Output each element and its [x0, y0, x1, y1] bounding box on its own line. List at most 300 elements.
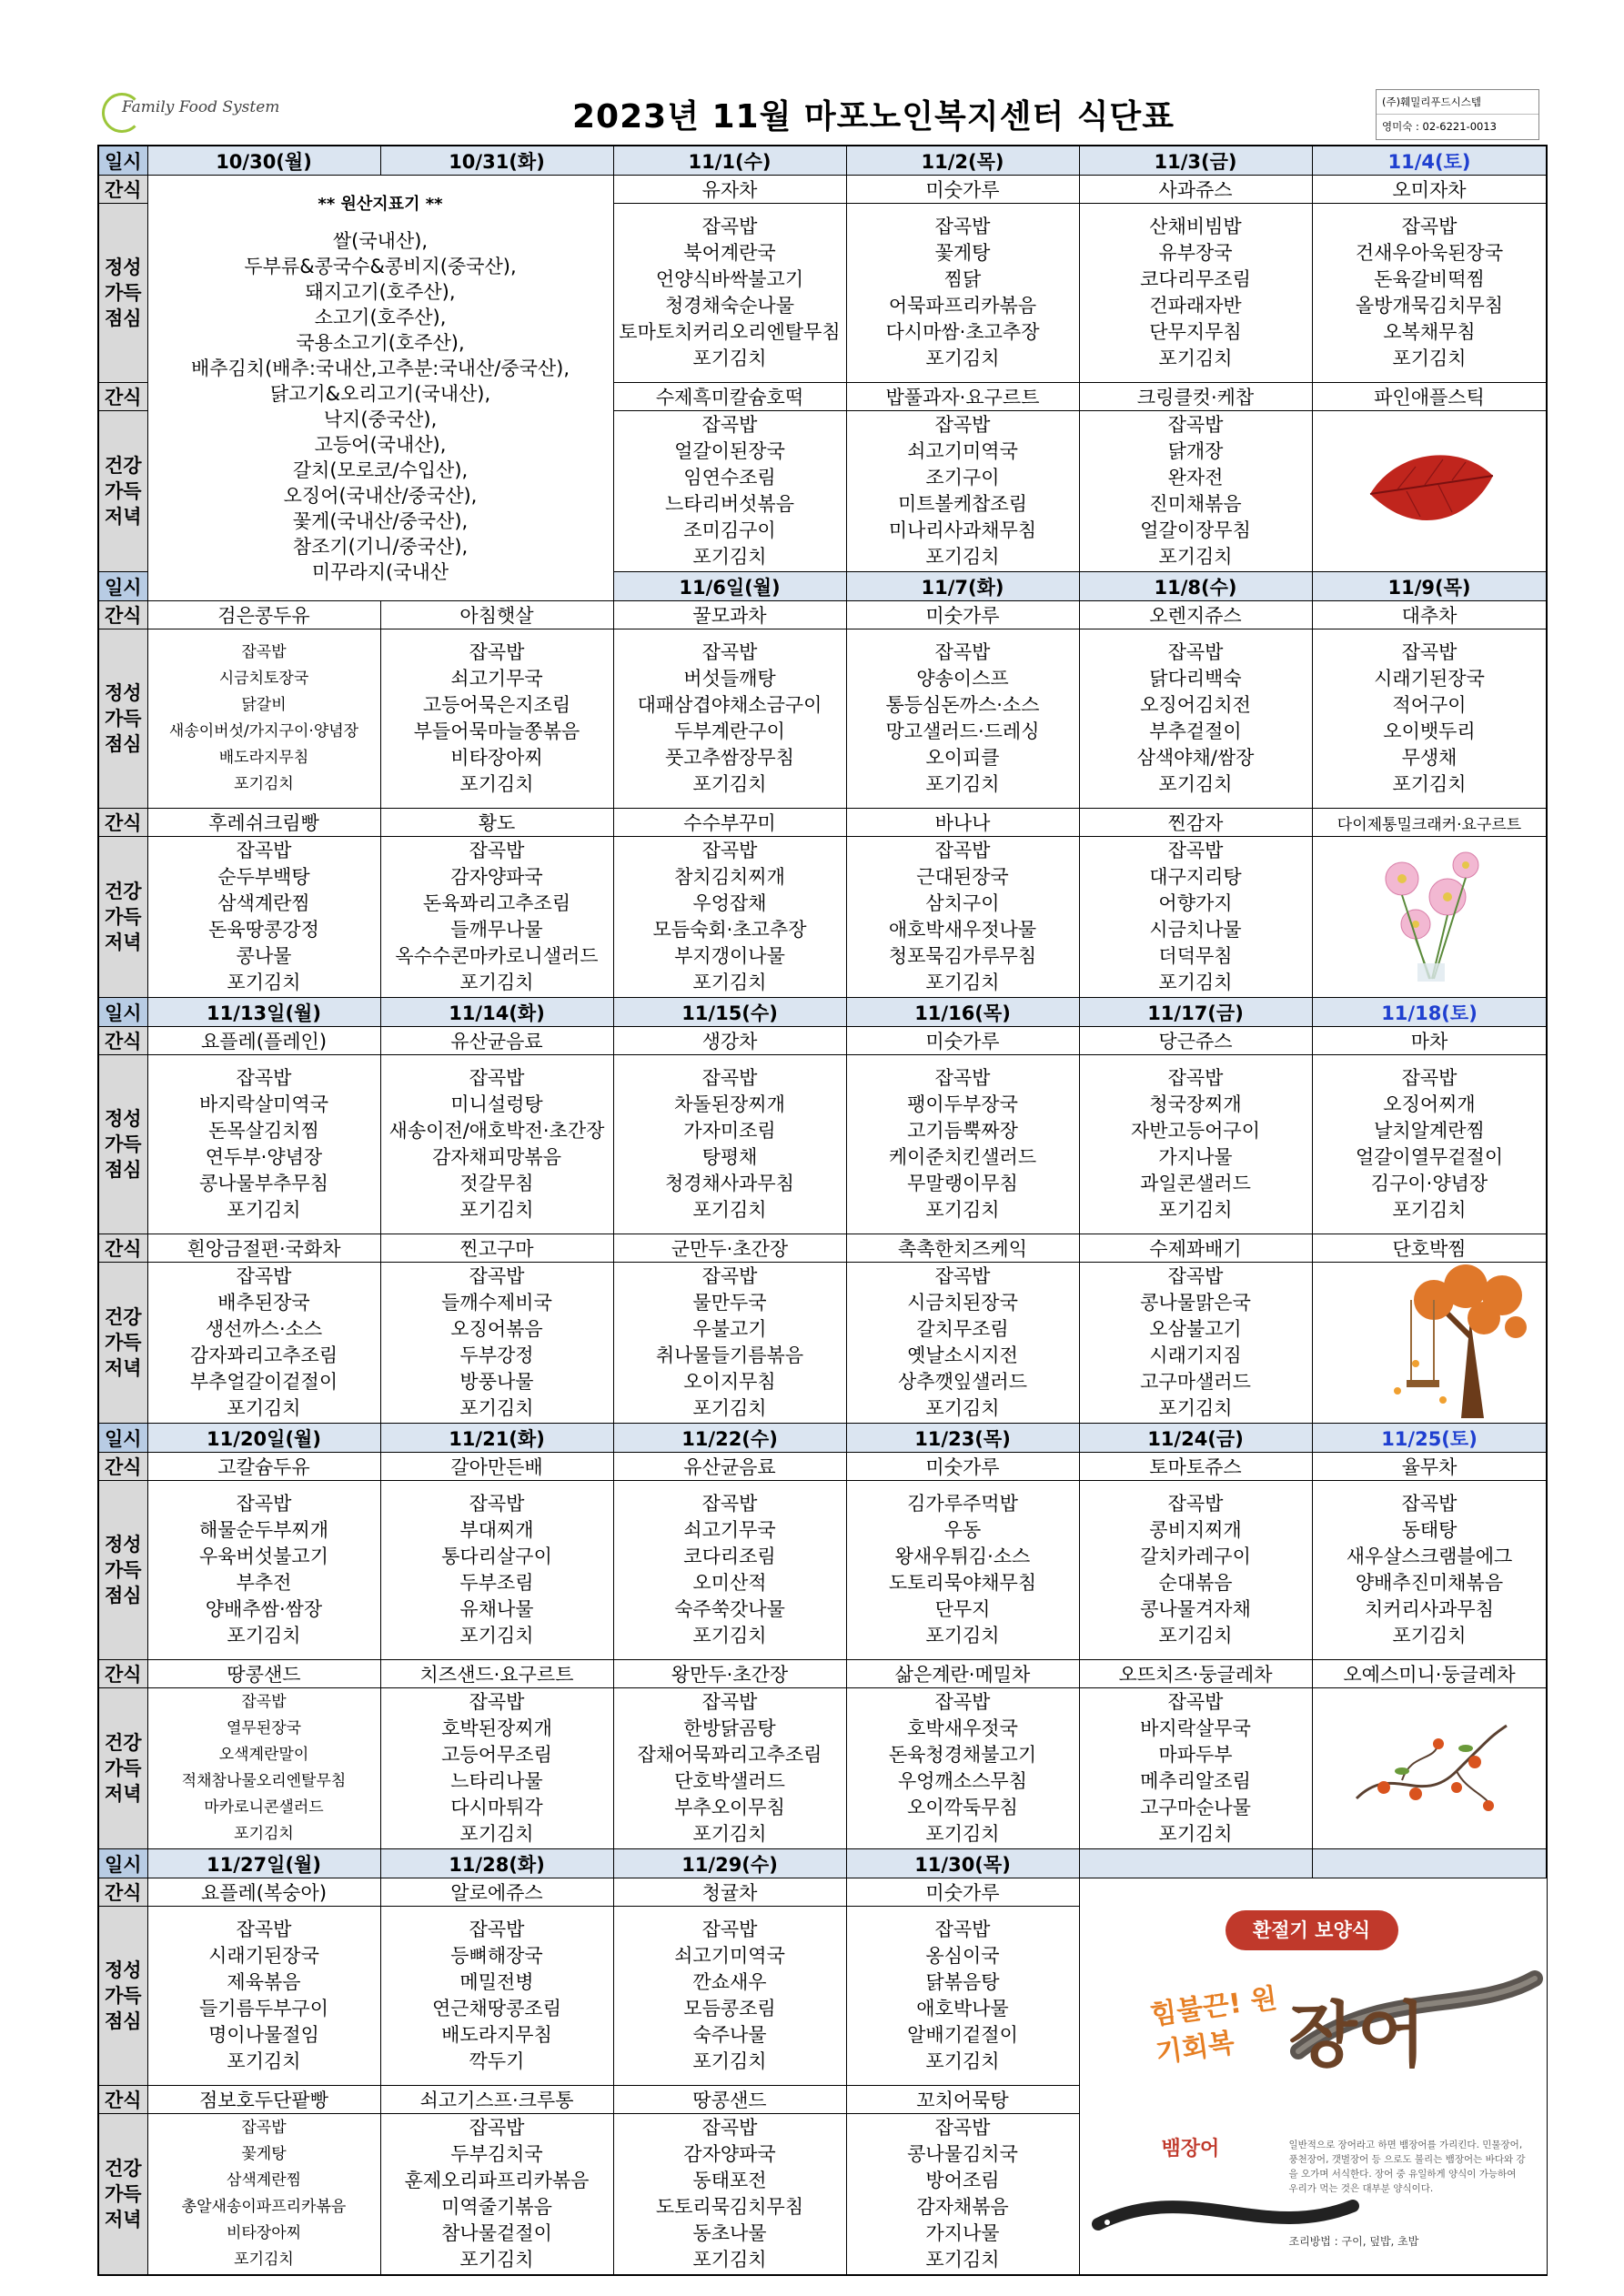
menu-item: 도토리묵야채무침: [888, 1572, 1037, 1594]
snack-cell: 알로에쥬스: [380, 1878, 613, 1907]
date-cell: 11/15(수): [613, 998, 846, 1027]
origin-notice-line: 소고기(호주산),: [314, 306, 447, 328]
menu-item: 콩나물: [236, 945, 292, 967]
menu-item: 단무지무침: [1149, 321, 1242, 343]
snack-cell: 땅콩샌드: [147, 1660, 380, 1688]
menu-item: 상추깻잎샐러드: [897, 1371, 1027, 1393]
promo-eel-name: 뱀장어: [1161, 2138, 1220, 2160]
lunch-row: [98, 1055, 1547, 1234]
snack-cell: 꿀모과차: [613, 601, 846, 629]
snack-cell: 오예스미니·둥글레차: [1312, 1660, 1547, 1688]
menu-item: 생선까스·소스: [205, 1318, 323, 1340]
menu-item: 감자꽈리고추조림: [189, 1344, 338, 1366]
snack-cell: 군만두·초간장: [613, 1234, 846, 1263]
snack-cell: 밥풀과자·요구르트: [846, 383, 1079, 411]
menu-item: 고구마샐러드: [1140, 1371, 1251, 1393]
menu-item: 시래기지짐: [1149, 1344, 1242, 1366]
menu-list: [1080, 1065, 1312, 1224]
menu-item: 삼색야채/쌈장: [1136, 747, 1255, 769]
menu-item: 잡곡밥: [1167, 840, 1224, 861]
menu-list: [1313, 1065, 1547, 1224]
label-line: 가득: [104, 1757, 142, 1779]
promo-card: [1080, 1878, 1547, 2274]
menu-list: [614, 639, 846, 798]
menu-item: 돈목살김치찜: [208, 1120, 319, 1142]
menu-item: 포기김치: [1158, 1397, 1233, 1419]
menu-item: 포기김치: [234, 775, 294, 793]
lunch-label: [98, 1481, 147, 1660]
menu-item: 동태포전: [692, 2170, 767, 2191]
menu-item: 포기김치: [1158, 1199, 1233, 1221]
origin-notice-line: 국용소고기(호주산),: [296, 331, 465, 354]
menu-item: 포기김치: [692, 1199, 767, 1221]
dinner-cell: [147, 837, 380, 998]
snack-cell: 다이제통밀크래커·요구르트: [1312, 809, 1547, 837]
snack-row: [98, 1027, 1547, 1055]
menu-item: 들깨수제비국: [441, 1292, 552, 1314]
menu-item: 버섯들깨탕: [683, 668, 776, 690]
lunch-cell: [1079, 1055, 1312, 1234]
snack-cell: 갈아만든배: [380, 1453, 613, 1481]
label-line: 점심: [104, 307, 142, 329]
menu-item: 옹심이국: [925, 1945, 1000, 1967]
lunch-cell: [613, 1907, 846, 2086]
dinner-cell: [1079, 411, 1312, 572]
menu-item: 쇠고기무국: [683, 1519, 776, 1541]
menu-item: 잡곡밥: [241, 2119, 287, 2137]
menu-item: 코다리무조림: [1140, 268, 1251, 290]
date-cell: 11/22(수): [613, 1424, 846, 1453]
menu-item: 부추전: [236, 1572, 292, 1594]
menu-list: [847, 1689, 1079, 1848]
menu-item: 청포묵김가루무침: [888, 945, 1037, 967]
snack-cell: 황도: [380, 809, 613, 837]
menu-item: 잡곡밥: [236, 1918, 292, 1940]
date-row: [98, 1424, 1547, 1453]
menu-item: 잡곡밥: [236, 1265, 292, 1287]
dinner-cell: [846, 837, 1079, 998]
menu-item: 포기김치: [1158, 972, 1233, 993]
date-cell: 11/7(화): [846, 572, 1079, 601]
origin-notice-line: 참조기(기니/중국산),: [292, 535, 469, 558]
dinner-cell: [613, 837, 846, 998]
menu-item: 포기김치: [1158, 1823, 1233, 1845]
menu-item: 마파두부: [1158, 1744, 1233, 1766]
origin-notice-line: 배추김치(배추:국내산,고추분:국내산/중국산),: [190, 357, 570, 379]
menu-item: 고등어묵은지조림: [422, 694, 571, 716]
snack-label: 간식: [98, 1453, 147, 1481]
snack-cell: 파인애플스틱: [1312, 383, 1547, 411]
menu-item: 잡곡밥: [469, 840, 525, 861]
label-line: 건강: [104, 2158, 142, 2180]
menu-item: 잡곡밥: [1401, 216, 1458, 237]
menu-item: 우불고기: [692, 1318, 767, 1340]
menu-item: 언양식바싹불고기: [655, 268, 804, 290]
snack-cell: 미숫가루: [846, 176, 1079, 204]
date-cell: 11/25(토): [1312, 1424, 1547, 1453]
menu-item: 훈제오리파프리카볶음: [404, 2170, 590, 2191]
dinner-cell: [613, 1688, 846, 1849]
menu-item: 날치알계란찜: [1374, 1120, 1485, 1142]
menu-item: 등뼈해장국: [450, 1945, 543, 1967]
menu-item: 감자양파국: [683, 2143, 776, 2165]
lunch-cell: [147, 1055, 380, 1234]
menu-item: 잡곡밥: [701, 1493, 758, 1515]
label-line: 가득: [104, 906, 142, 928]
origin-notice-line: 꽃게(국내산/중국산),: [292, 509, 469, 532]
lunch-cell: [1079, 629, 1312, 809]
menu-item: 모듬콩조림: [683, 1998, 776, 2019]
menu-item: 삼색계란찜: [226, 2171, 302, 2190]
menu-item: 조미김구이: [683, 519, 776, 541]
menu-item: 감자양파국: [450, 866, 543, 888]
lunch-cell: [613, 204, 846, 383]
menu-item: 오이깍둑무침: [907, 1797, 1018, 1818]
menu-item: 들기름두부구이: [198, 1998, 328, 2019]
menu-list: [381, 1917, 613, 2075]
snack-cell: 당근쥬스: [1079, 1027, 1312, 1055]
menu-item: 부지갱이나물: [674, 945, 785, 967]
menu-list: [148, 1491, 380, 1649]
promo-eel-image: [1079, 1878, 1547, 2276]
date-cell: [1079, 1849, 1312, 1878]
menu-item: 잡곡밥: [469, 1067, 525, 1089]
menu-item: 포기김치: [1392, 1199, 1467, 1221]
origin-notice-title: ** 원산지표기 **: [318, 194, 443, 214]
label-line: 가득: [104, 1559, 142, 1581]
snack-cell: 치즈샌드·요구르트: [380, 1660, 613, 1688]
menu-item: 숙주나물: [692, 2024, 767, 2046]
menu-item: 양배추진미채볶음: [1355, 1572, 1504, 1594]
lunch-cell: [846, 204, 1079, 383]
menu-item: 얼갈이된장국: [674, 440, 785, 462]
menu-item: 포기김치: [925, 546, 1000, 568]
menu-item: 오이피클: [925, 747, 1000, 769]
date-cell: 11/14(화): [380, 998, 613, 1027]
menu-item: 제육볶음: [227, 1971, 301, 1993]
lunch-cell: [846, 1907, 1079, 2086]
menu-item: 애호박새우젓나물: [888, 919, 1037, 941]
menu-item: 해물순두부찌개: [198, 1519, 328, 1541]
menu-item: 무생채: [1401, 747, 1458, 769]
menu-item: 잡곡밥: [934, 641, 991, 663]
date-label: 일시: [98, 998, 147, 1027]
date-cell: 11/4(토): [1312, 146, 1547, 176]
menu-item: 포기김치: [692, 1625, 767, 1646]
snack-label: 간식: [98, 176, 147, 204]
origin-notice-line: 오징어(국내산/중국산),: [283, 484, 478, 507]
menu-list: [847, 1491, 1079, 1649]
menu-item: 유채나물: [459, 1598, 534, 1620]
dinner-cell: [1079, 1688, 1312, 1849]
menu-list: [847, 1264, 1079, 1422]
snack-cell: 요플레(복숭아): [147, 1878, 380, 1907]
menu-list: [847, 1917, 1079, 2075]
lunch-cell: [147, 1481, 380, 1660]
snack-label: 간식: [98, 1660, 147, 1688]
menu-item: 근대된장국: [916, 866, 1009, 888]
menu-list: [148, 2115, 380, 2273]
lunch-label: [98, 1055, 147, 1234]
menu-item: 과일콘샐러드: [1140, 1173, 1251, 1194]
dinner-cell: [380, 1688, 613, 1849]
menu-item: 두부김치국: [450, 2143, 543, 2165]
menu-item: 포기김치: [925, 773, 1000, 795]
menu-item: 미나리사과채무침: [888, 519, 1037, 541]
dinner-cell: [147, 1263, 380, 1424]
dinner-row: [98, 1688, 1547, 1849]
dinner-cell: [380, 2114, 613, 2276]
menu-item: 잡곡밥: [934, 840, 991, 861]
menu-list: [614, 1917, 846, 2075]
origin-notice-line: 쌀(국내산),: [332, 229, 429, 252]
red-leaf-image: [1312, 411, 1547, 572]
snack-row: [98, 1660, 1547, 1688]
menu-list: [381, 1491, 613, 1649]
menu-item: 토마토치커리오리엔탈무침: [619, 321, 841, 343]
menu-item: 숙주쑥갓나물: [674, 1598, 785, 1620]
label-line: 가득: [104, 282, 142, 304]
menu-item: 배도라지무침: [218, 749, 309, 767]
menu-item: 통다리살구이: [441, 1546, 552, 1567]
menu-item: 감자채피망볶음: [431, 1146, 561, 1168]
origin-notice-line: 낙지(중국산),: [323, 408, 438, 430]
lunch-cell: [1312, 1481, 1547, 1660]
dinner-cell: [846, 411, 1079, 572]
snack-cell: 수수부꾸미: [613, 809, 846, 837]
dinner-cell: [147, 2114, 380, 2276]
label-line: 저녁: [104, 506, 142, 528]
lunch-label: [98, 629, 147, 809]
snack-cell: 흰앙금절편·국화차: [147, 1234, 380, 1263]
snack-label: 간식: [98, 601, 147, 629]
menu-item: 닭갈비: [241, 696, 287, 714]
menu-item: 얼갈이열무겉절이: [1355, 1146, 1504, 1168]
menu-item: 자반고등어구이: [1130, 1120, 1260, 1142]
company-box: [1376, 89, 1539, 140]
date-cell: 11/9(목): [1312, 572, 1547, 601]
menu-item: 잡곡밥: [934, 414, 991, 436]
menu-item: 진미채볶음: [1149, 493, 1242, 515]
menu-item: 적어구이: [1392, 694, 1467, 716]
menu-item: 잡곡밥: [1167, 1265, 1224, 1287]
menu-item: 고기듬뿍짜장: [907, 1120, 1018, 1142]
snack-row: [98, 601, 1547, 629]
persimmon-branch-image: [1312, 1688, 1547, 1849]
promo-heading: 장어: [1288, 1994, 1427, 2077]
menu-item: 잡곡밥: [1167, 1493, 1224, 1515]
origin-notice: [147, 176, 613, 601]
menu-item: 차돌된장찌개: [674, 1093, 785, 1115]
menu-list: [1080, 412, 1312, 570]
snack-label: 간식: [98, 2086, 147, 2114]
menu-item: 포기김치: [459, 1823, 534, 1845]
menu-item: 새송이버섯/가지구이·양념장: [168, 722, 359, 740]
menu-item: 총알새송이파프리카볶음: [181, 2198, 347, 2216]
snack-cell: 꼬치어묵탕: [846, 2086, 1079, 2114]
menu-item: 메추리알조림: [1140, 1770, 1251, 1792]
menu-list: [614, 214, 846, 372]
lunch-cell: [613, 629, 846, 809]
menu-item: 포기김치: [925, 1625, 1000, 1646]
menu-item: 비타장아찌: [226, 2224, 302, 2242]
snack-cell: 오미자차: [1312, 176, 1547, 204]
menu-item: 김가루주먹밥: [907, 1493, 1018, 1515]
menu-item: 조기구이: [925, 467, 1000, 488]
menu-item: 시금치나물: [1149, 919, 1242, 941]
menu-item: 고구마순나물: [1140, 1797, 1251, 1818]
label-line: 저녁: [104, 1783, 142, 1805]
menu-list: [847, 412, 1079, 570]
snack-label: 간식: [98, 383, 147, 411]
snack-row: [98, 1878, 1547, 1907]
menu-item: 적채참나물오리엔탈무침: [181, 1772, 347, 1790]
menu-item: 미트볼케찹조림: [897, 493, 1027, 515]
menu-item: 잡곡밥: [934, 2117, 991, 2139]
origin-notice-line: 갈치(모로코/수입산),: [292, 458, 469, 481]
menu-list: [847, 1065, 1079, 1224]
menu-item: 옥수수콘마카로니샐러드: [395, 945, 599, 967]
menu-item: 동초나물: [692, 2222, 767, 2244]
menu-item: 콩나물부추무침: [198, 1173, 328, 1194]
menu-item: 왕새우튀김·소스: [894, 1546, 1031, 1567]
menu-item: 콩비지찌개: [1149, 1519, 1242, 1541]
menu-item: 포기김치: [692, 347, 767, 369]
menu-item: 건새우아욱된장국: [1355, 242, 1504, 264]
dinner-label: [98, 837, 147, 998]
snack-label: 간식: [98, 1234, 147, 1263]
menu-item: 잡곡밥: [241, 643, 287, 661]
menu-item: 새송이전/애호박전·초간장: [388, 1120, 605, 1142]
lunch-cell: [846, 1481, 1079, 1660]
snack-cell: 쇠고기스프·크루통: [380, 2086, 613, 2114]
menu-item: 바지락살무국: [1140, 1717, 1251, 1739]
menu-item: 잡곡밥: [701, 641, 758, 663]
company-contact: 영미숙 : 02-6221-0013: [1382, 120, 1497, 133]
menu-item: 포기김치: [1392, 1625, 1467, 1646]
autumn-tree-swing-image: [1312, 1263, 1547, 1424]
menu-item: 쇠고기미역국: [674, 1945, 785, 1967]
menu-list: [148, 1689, 380, 1848]
menu-list: [1080, 214, 1312, 372]
date-cell: 11/30(목): [846, 1849, 1079, 1878]
lunch-cell: [1079, 204, 1312, 383]
snack-cell: 미숫가루: [846, 1027, 1079, 1055]
menu-item: 메밀전병: [459, 1971, 534, 1993]
menu-item: 부대찌개: [459, 1519, 534, 1541]
date-label: 일시: [98, 1424, 147, 1453]
menu-item: 닭볶음탕: [925, 1971, 1000, 1993]
menu-item: 돈육꽈리고추조림: [422, 892, 571, 914]
snack-label: 간식: [98, 1878, 147, 1907]
menu-item: 우동: [943, 1519, 982, 1541]
menu-item: 연두부·양념장: [205, 1146, 323, 1168]
dinner-label: [98, 2114, 147, 2276]
menu-list: [847, 214, 1079, 372]
menu-item: 감자채볶음: [916, 2196, 1009, 2218]
menu-item: 잡곡밥: [701, 2117, 758, 2139]
date-cell: 11/24(금): [1079, 1424, 1312, 1453]
menu-item: 다시마튀각: [450, 1797, 543, 1818]
menu-item: 포기김치: [459, 773, 534, 795]
date-cell: 11/27일(월): [147, 1849, 380, 1878]
menu-item: 미니설렁탕: [450, 1093, 543, 1115]
menu-item: 가지나물: [925, 2222, 1000, 2244]
label-line: 점심: [104, 1585, 142, 1606]
menu-item: 포기김치: [925, 1823, 1000, 1845]
menu-item: 시래기된장국: [1374, 668, 1485, 690]
menu-item: 오색계란말이: [218, 1746, 309, 1764]
menu-item: 포기김치: [692, 2050, 767, 2072]
snack-cell: 생강차: [613, 1027, 846, 1055]
menu-list: [381, 838, 613, 996]
menu-item: 돈육갈비떡찜: [1374, 268, 1485, 290]
snack-cell: 미숫가루: [846, 601, 1079, 629]
menu-item: 포기김치: [1392, 347, 1467, 369]
menu-item: 우육버섯불고기: [198, 1546, 328, 1567]
menu-item: 잡곡밥: [1167, 1067, 1224, 1089]
menu-item: 오복채무침: [1383, 321, 1476, 343]
label-line: 정성: [104, 1959, 142, 1981]
snack-cell: 토마토쥬스: [1079, 1453, 1312, 1481]
menu-item: 갈치무조림: [916, 1318, 1009, 1340]
menu-item: 팽이두부장국: [907, 1093, 1018, 1115]
menu-item: 취나물들기름볶음: [655, 1344, 804, 1366]
menu-item: 애호박나물: [916, 1998, 1009, 2019]
menu-item: 꽃게탕: [241, 2145, 287, 2163]
menu-item: 포기김치: [459, 1199, 534, 1221]
date-cell: 11/17(금): [1079, 998, 1312, 1027]
menu-item: 찜닭: [943, 268, 982, 290]
menu-item: 콩나물맑은국: [1140, 1292, 1251, 1314]
snack-cell: 오뜨치즈·둥글레차: [1079, 1660, 1312, 1688]
menu-item: 삼색계란찜: [217, 892, 310, 914]
menu-item: 단호박샐러드: [674, 1770, 785, 1792]
menu-item: 느타리버섯볶음: [664, 493, 794, 515]
menu-item: 참치김치찌개: [674, 866, 785, 888]
menu-list: [614, 1264, 846, 1422]
date-row: [98, 1849, 1547, 1878]
snack-cell: 요플레(플레인): [147, 1027, 380, 1055]
label-line: 가득: [104, 1985, 142, 2007]
menu-list: [381, 1264, 613, 1422]
menu-item: 북어계란국: [683, 242, 776, 264]
snack-label: 간식: [98, 1027, 147, 1055]
menu-item: 포기김치: [692, 1823, 767, 1845]
dinner-cell: [846, 1688, 1079, 1849]
menu-item: 닭개장: [1167, 440, 1224, 462]
label-line: 점심: [104, 733, 142, 755]
menu-item: 청경채숙순나물: [664, 295, 794, 317]
menu-item: 도토리묵김치무침: [655, 2196, 804, 2218]
menu-item: 잡곡밥: [701, 840, 758, 861]
date-cell: 11/16(목): [846, 998, 1079, 1027]
lunch-cell: [380, 1055, 613, 1234]
lunch-cell: [1312, 204, 1547, 383]
menu-list: [847, 838, 1079, 996]
menu-item: 꽃게탕: [934, 242, 991, 264]
company-name: (주)훼밀리푸드시스템: [1377, 90, 1538, 115]
lunch-cell: [613, 1055, 846, 1234]
menu-list: [1080, 1264, 1312, 1422]
menu-item: 포기김치: [227, 972, 301, 993]
menu-item: 잡곡밥: [469, 1691, 525, 1713]
lunch-row: [98, 1481, 1547, 1660]
menu-list: [614, 1065, 846, 1224]
menu-table: [97, 145, 1548, 2276]
menu-item: 망고샐러드·드레싱: [885, 720, 1040, 742]
menu-item: 잡곡밥: [1401, 1493, 1458, 1515]
